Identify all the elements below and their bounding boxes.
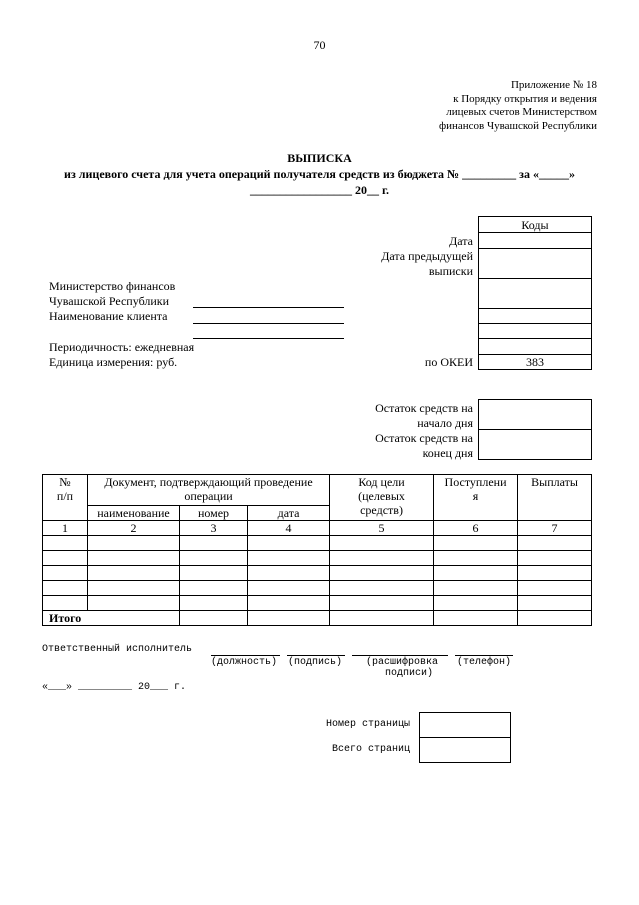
ministry-underline [193, 307, 344, 308]
executor-label: Ответственный исполнитель [42, 644, 193, 655]
index-cell: 1 [43, 521, 88, 536]
client-label: Наименование клиента [49, 309, 168, 323]
col-doc-header: Документ, подтверждающий проведение операции [88, 475, 330, 506]
sign-line [287, 655, 345, 656]
end-balance-label-2: конец дня [422, 446, 473, 460]
index-cell: 6 [434, 521, 518, 536]
col-name-header: наименование [88, 506, 180, 521]
client-underline [193, 323, 344, 324]
total-pages-box [419, 737, 511, 763]
signature-date: «___» _________ 20___ г. [42, 682, 187, 693]
index-cell: 2 [88, 521, 180, 536]
start-balance-label-2: начало дня [417, 416, 473, 430]
title-line-2: _________________ 20__ г. [249, 183, 390, 197]
decode-line [352, 655, 448, 656]
sign-caption: (подпись) [288, 657, 343, 668]
table-row [43, 536, 592, 551]
page-number: 70 [313, 38, 326, 52]
phone-line [455, 655, 513, 656]
index-cell: 4 [248, 521, 330, 536]
date-label: Дата [449, 234, 473, 248]
page-number-label: Номер страницы [325, 719, 410, 730]
index-cell: 7 [518, 521, 592, 536]
codes-header: Коды [521, 218, 549, 232]
position-line [211, 655, 280, 656]
index-cell: 5 [330, 521, 434, 536]
ministry-label-2: Чувашской Республики [49, 294, 170, 308]
table-row [43, 596, 592, 611]
phone-caption: (телефон) [457, 657, 512, 668]
appendix-line: Приложение № 18 [510, 79, 597, 91]
end-balance-label: Остаток средств на [375, 431, 473, 445]
prev-date-label-2: выписки [428, 264, 473, 278]
appendix-line: финансов Чувашской Республики [438, 119, 597, 132]
start-balance-label: Остаток средств на [375, 401, 473, 415]
operations-table [42, 474, 592, 626]
okei-value: 383 [526, 355, 544, 369]
unit-label: Единица измерения: руб. [49, 355, 178, 369]
start-balance-box [478, 399, 592, 430]
end-balance-box [478, 429, 592, 460]
index-row [43, 521, 592, 536]
table-row [43, 581, 592, 596]
col-goal-header: Код цели (целевых средств) [330, 475, 434, 521]
appendix-line: лицевых счетов Министерством [446, 106, 597, 118]
total-label: Итого [43, 611, 180, 626]
appendix-line: к Порядку открытия и ведения [453, 92, 597, 105]
index-cell: 3 [180, 521, 248, 536]
appendix-block [297, 79, 597, 133]
col-num-header: № п/п [43, 475, 88, 521]
col-in-header: Поступлени я [434, 475, 518, 521]
decode-caption: (расшифровка [366, 657, 439, 668]
document-title: ВЫПИСКА [287, 151, 352, 165]
codes-box [478, 216, 592, 370]
decode-caption-2: подписи) [385, 668, 434, 679]
position-caption: (должность) [211, 657, 278, 668]
page-number-box [419, 712, 511, 738]
total-row [43, 611, 592, 626]
col-number-header: номер [180, 506, 248, 521]
table-row [43, 566, 592, 581]
okei-label: по ОКЕИ [424, 355, 473, 369]
prev-date-label: Дата предыдущей [381, 249, 473, 263]
table-row [43, 551, 592, 566]
total-pages-label: Всего страниц [331, 744, 410, 755]
ministry-label: Министерство финансов [49, 279, 176, 293]
col-out-header: Выплаты [518, 475, 592, 521]
periodicity-label: Периодичность: ежедневная [49, 340, 195, 354]
title-line-1: из лицевого счета для учета операций получателя средств из бюджета № _________ за «_____» [64, 167, 575, 181]
client-underline-2 [193, 338, 344, 339]
col-date-header: дата [248, 506, 330, 521]
